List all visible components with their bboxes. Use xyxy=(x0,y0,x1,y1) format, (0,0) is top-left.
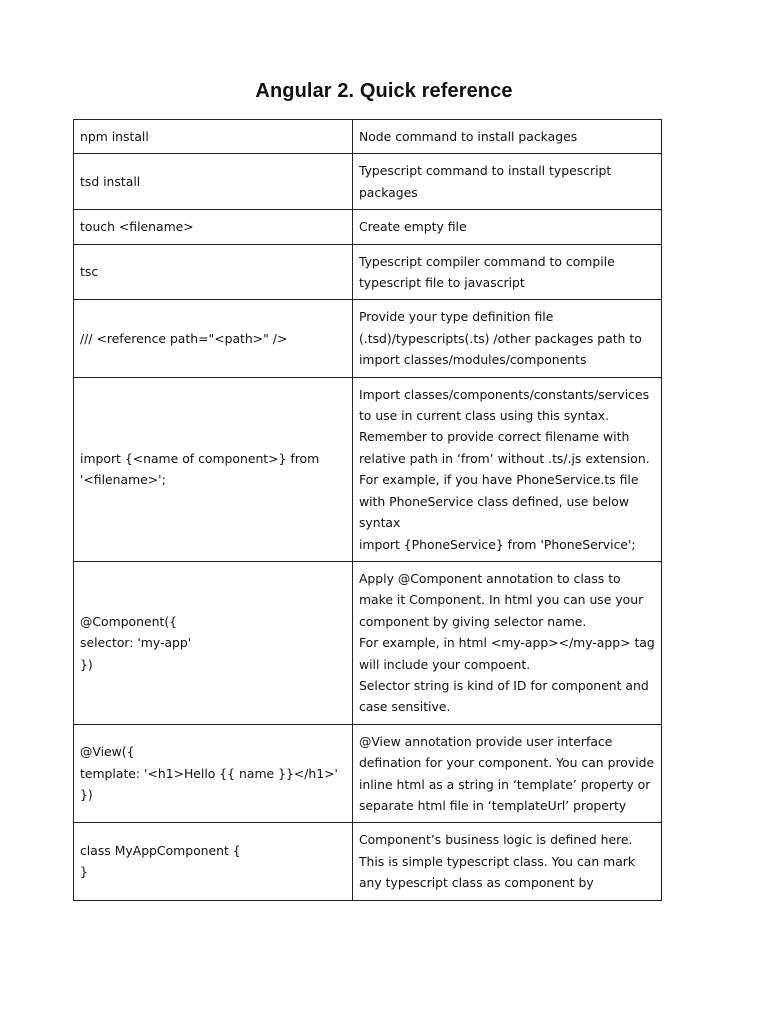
table-row xyxy=(74,823,662,900)
description-cell: Typescript command to install typescript packages xyxy=(352,154,661,210)
table-row xyxy=(74,120,662,154)
description-cell: Import classes/components/constants/services to use in current class using this syntax. Remember to provide correct filename with relative path in ‘from’ without .ts/.js extension. For example, if you have PhoneService.ts file with PhoneService class defined, use below syntax import {PhoneService} from 'PhoneService'; xyxy=(352,377,661,561)
table-row xyxy=(74,377,662,561)
command-cell: npm install xyxy=(74,120,353,154)
page-title: Angular 2. Quick reference xyxy=(255,80,513,102)
command-cell: class MyAppComponent { } xyxy=(74,823,353,900)
table-row xyxy=(74,210,662,244)
description-cell: Typescript compiler command to compile typescript file to javascript xyxy=(352,244,661,300)
table-row xyxy=(74,154,662,210)
command-cell: @Component({ selector: 'my-app' }) xyxy=(74,561,353,724)
description-cell: Component’s business logic is defined here. This is simple typescript class. You can mark any typescript class as component by xyxy=(352,823,661,900)
table-row xyxy=(74,724,662,823)
command-cell: @View({ template: '<h1>Hello {{ name }}</h1>' }) xyxy=(74,724,353,823)
command-cell: tsc xyxy=(74,244,353,300)
description-cell: Create empty file xyxy=(352,210,661,244)
table-row xyxy=(74,561,662,724)
table-row xyxy=(74,244,662,300)
description-cell: @View annotation provide user interface defination for your component. You can provide inline html as a string in ‘template’ property or separate html file in ‘templateUrl’ property xyxy=(352,724,661,823)
command-cell: /// <reference path="<path>" /> xyxy=(74,300,353,377)
description-cell: Node command to install packages xyxy=(352,120,661,154)
command-cell: touch <filename> xyxy=(74,210,353,244)
command-cell: import {<name of component>} from '<filename>'; xyxy=(74,377,353,561)
quick-reference-table xyxy=(73,119,662,901)
table-row xyxy=(74,300,662,377)
description-cell: Provide your type definition file (.tsd)/typescripts(.ts) /other packages path to import classes/modules/components xyxy=(352,300,661,377)
description-cell: Apply @Component annotation to class to make it Component. In html you can use your component by giving selector name. For example, in html <my-app></my-app> tag will include your compoent. Selector string is kind of ID for component and case sensitive. xyxy=(352,561,661,724)
command-cell: tsd install xyxy=(74,154,353,210)
